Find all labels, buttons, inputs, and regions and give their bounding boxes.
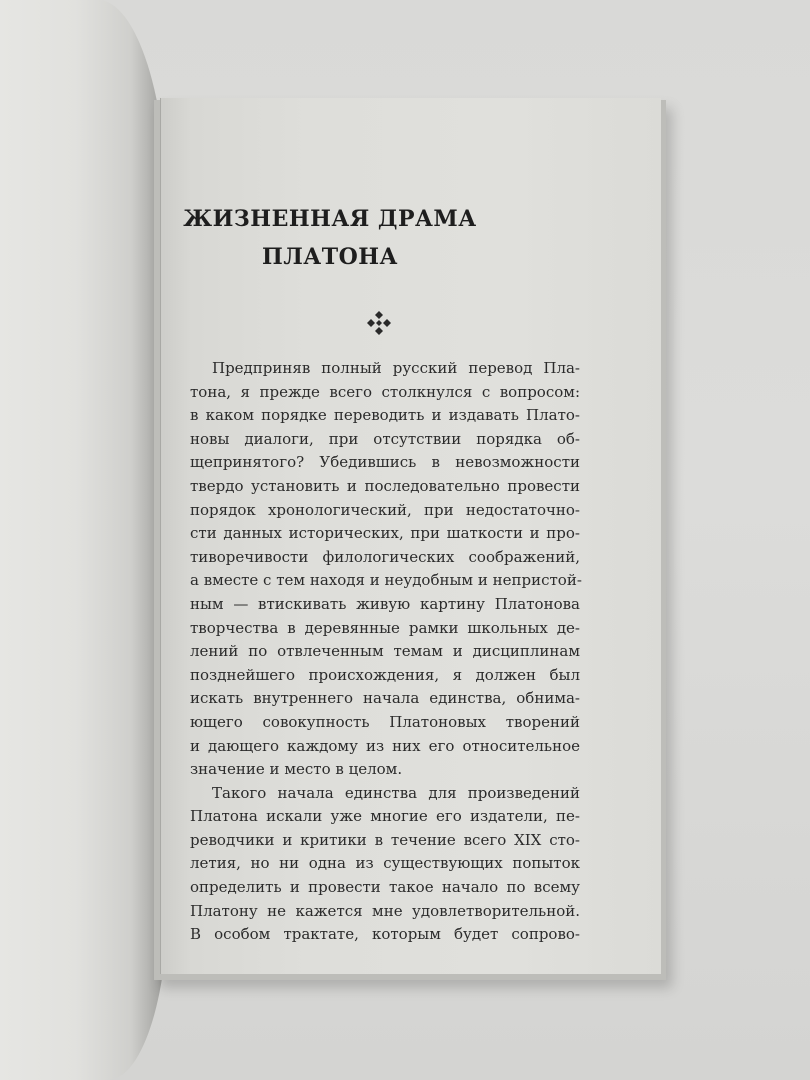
text-line: твердо установить и последовательно провести (190, 476, 580, 495)
text-line: тона, я прежде всего столкнулся с вопросом: (190, 382, 580, 401)
four-diamond-ornament-icon (366, 310, 392, 336)
chapter-title (0, 200, 660, 276)
text-line: Предприняв полный русский перевод Пла- (212, 359, 580, 377)
text-line: тиворечивости филологических соображений, (190, 547, 580, 566)
text-line: искать внутреннего начала единства, обнима- (190, 689, 580, 708)
text-line: сти данных исторических, при шаткости и про- (190, 524, 580, 543)
text-line: ным — втискивать живую картину Платонова (190, 594, 580, 613)
text-line: новы диалоги, при отсутствии порядка об- (190, 429, 580, 448)
text-line: определить и провести такое начало по всему (190, 878, 580, 897)
text-line: Платону не кажется мне удовлетворительной. (190, 901, 580, 920)
left-page-edge (0, 0, 168, 1080)
text-line: порядок хронологический, при недостаточно- (190, 500, 580, 519)
text-line: лений по отвлеченным темам и дисциплинам (190, 642, 580, 661)
text-line: Платона искали уже многие его издатели, пе- (190, 807, 580, 826)
text-line: значение и место в целом. (190, 760, 403, 779)
text-line: в каком порядке переводить и издавать Плато- (190, 406, 580, 425)
text-line: реводчики и критики в течение всего XIX сто- (190, 830, 580, 849)
chapter-title-line-1: ЖИЗНЕННАЯ ДРАМА (183, 206, 477, 232)
text-line: летия, но ни одна из существующих попыток (190, 854, 580, 873)
text-line: позднейшего происхождения, я должен был (190, 665, 580, 684)
text-line: щепринятого? Убедившись в невозможности (190, 453, 580, 472)
body-text (190, 357, 580, 947)
text-line: ющего совокупность Платоновых творений (190, 712, 580, 731)
text-line: а вместе с тем находя и неудобным и непристой- (190, 571, 582, 590)
text-line: и дающего каждому из них его относительное (190, 736, 580, 755)
text-line: В особом трактате, которым будет сопрово- (190, 925, 580, 944)
text-line: Такого начала единства для произведений (212, 783, 580, 802)
chapter-title-line-2: ПЛАТОНА (262, 244, 398, 270)
text-line: творчества в деревянные рамки школьных де- (190, 618, 580, 637)
